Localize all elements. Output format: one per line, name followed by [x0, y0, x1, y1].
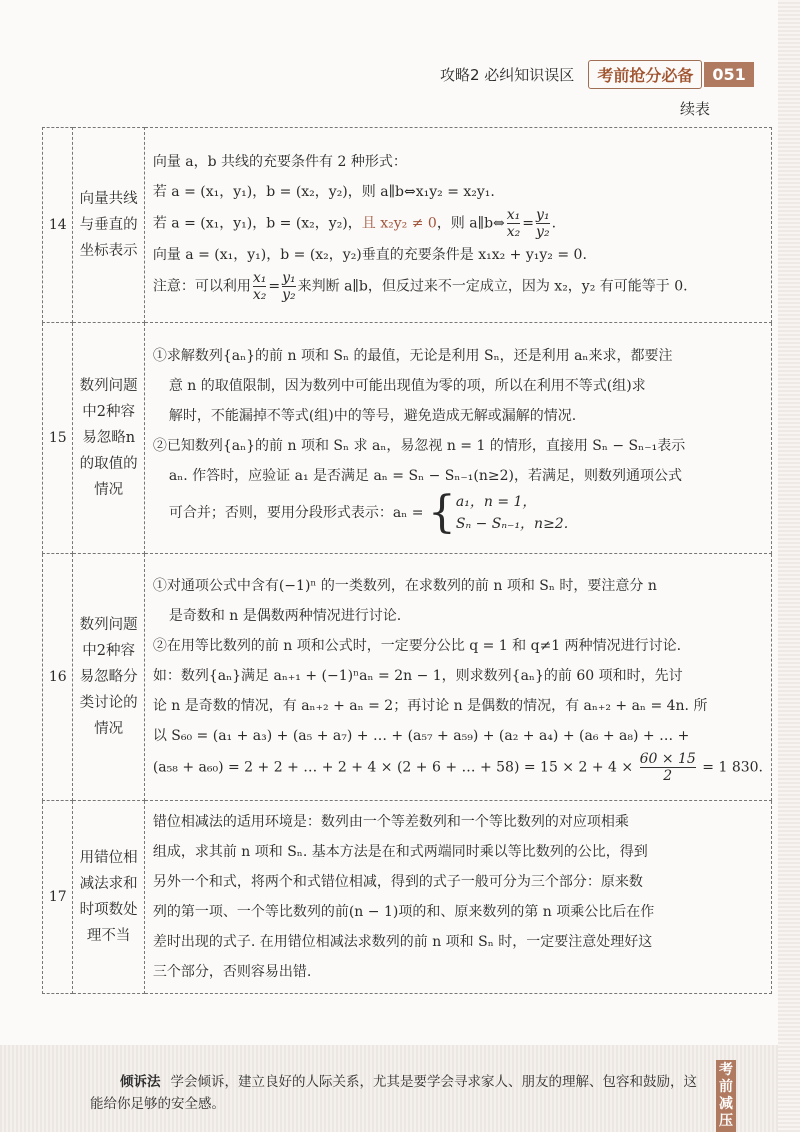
content-line — [153, 601, 763, 631]
denominator: x₂ — [506, 224, 521, 240]
row-content — [144, 801, 771, 994]
fraction — [507, 207, 521, 240]
content-line — [153, 461, 763, 491]
denominator: y₂ — [282, 287, 296, 303]
numerator: 60 × 15 — [639, 750, 696, 767]
text-run: 若 a = (x₁，y₁)，b = (x₂，y₂)，则 a∥b⇔x₁y₂ = x₂y₁. — [152, 184, 495, 200]
footer-title: 倾诉法 — [120, 1074, 161, 1090]
content-line — [153, 341, 763, 371]
content-line — [153, 721, 763, 751]
content-line — [153, 571, 763, 601]
text-run: 若 a = (x₁，y₁)，b = (x₂，y₂)， — [152, 215, 362, 232]
row-number: 15 — [43, 323, 73, 554]
content-line — [153, 807, 763, 837]
row-content — [144, 323, 771, 554]
text-run: ①对通项公式中含有(−1)ⁿ 的一类数列，在求数列的前 n 项和 Sₙ 时，要注意分 n — [152, 577, 657, 594]
row-topic: 数列问题中2种容易忽略分类讨论的情况 — [73, 554, 144, 801]
text-run: 是奇数和 n 是偶数两种情况进行讨论. — [168, 607, 402, 624]
footer-tip — [0, 1045, 778, 1132]
text-run: 注意：可以利用 — [152, 278, 251, 295]
table-row — [43, 801, 772, 994]
content-line — [153, 691, 763, 721]
content-line — [153, 927, 763, 957]
text-run: 解时，不能漏掉不等式(组)中的等号，避免造成无解或漏解的情况. — [168, 408, 577, 424]
row-topic: 数列问题中2种容易忽略n的取值的情况 — [73, 323, 144, 554]
text-run: 论 n 是奇数的情况，有 aₙ₊₂ + aₙ = 2；再讨论 n 是偶数的情况，有 aₙ₊₂ + aₙ = 4n. 所 — [152, 697, 708, 714]
denominator: y₂ — [536, 224, 550, 240]
text-run: 可合并；否则，要用分段形式表示：aₙ = — [168, 505, 428, 521]
row-number: 16 — [43, 554, 73, 801]
content-line — [153, 401, 763, 431]
header-box-title: 考前抢分必备 — [588, 60, 702, 89]
footer-text: 学会倾诉，建立良好的人际关系，尤其是要学会寻求家人、朋友的理解、包容和鼓励，这能给你足够的安全感。 — [90, 1074, 697, 1112]
text-run: 以 S₆₀ = (a₁ + a₃) + (a₅ + a₇) + … + (a₅₇ + a₅₉) + (a₂ + a₄) + (a₆ + a₈) + … + — [152, 727, 690, 744]
piece-1: a₁，n = 1， — [455, 494, 537, 510]
footer-paragraph — [90, 1071, 710, 1115]
numerator: x₁ — [252, 270, 267, 286]
text-run: = — [522, 215, 535, 232]
text-run: 差时出现的式子. 在用错位相减法求数列的前 n 项和 Sₙ 时，一定要注意处理好这 — [152, 934, 653, 950]
text-run: 列的第一项、一个等比数列的前(n − 1)项的和、原来数列的第 n 项乘公比后在作 — [152, 904, 655, 920]
text-run: ①求解数列{aₙ}的前 n 项和 Sₙ 的最值，无论是利用 Sₙ，还是利用 aₙ来求，都要注 — [152, 348, 673, 364]
content-line — [153, 270, 763, 303]
denominator: x₂ — [252, 287, 267, 303]
content-line — [153, 631, 763, 661]
section-title: 攻略2 必纠知识误区 — [440, 66, 575, 84]
text-run: 意 n 的取值限制，因为数列中可能出现值为零的项，所以在利用不等式(组)求 — [168, 378, 646, 394]
content-line — [153, 371, 763, 401]
page-number: 051 — [704, 62, 753, 87]
text-run: 三个部分，否则容易出错. — [152, 964, 312, 980]
text-run: ，则 a∥b⇔ — [436, 215, 505, 232]
table-row — [43, 554, 772, 801]
content-line — [153, 147, 763, 177]
content-line — [153, 867, 763, 897]
content-line — [153, 487, 763, 538]
text-run: = 1 830. — [697, 759, 763, 775]
text-run: aₙ. 作答时，应验证 a₁ 是否满足 aₙ = Sₙ − Sₙ₋₁(n≥2)，若满足，则数列通项公式 — [168, 468, 682, 484]
content-line — [153, 240, 763, 270]
piece-2: Sₙ − Sₙ₋₁，n≥2. — [455, 516, 569, 532]
content-line — [153, 751, 763, 784]
text-run: 另外一个和式，将两个和式错位相减，得到的式子一般可分为三个部分：原来数 — [152, 874, 643, 890]
row-topic: 向量共线与垂直的坐标表示 — [73, 128, 144, 323]
denominator: 2 — [663, 767, 673, 784]
content-line — [153, 897, 763, 927]
row-content — [144, 128, 771, 323]
fraction — [536, 207, 550, 240]
side-tab: 考前减压 — [716, 1060, 736, 1132]
fraction — [253, 270, 267, 303]
piecewise: { a₁，n = 1， Sₙ − Sₙ₋₁，n≥2. — [427, 487, 569, 538]
page-header — [440, 60, 754, 89]
table-row — [43, 323, 772, 554]
table-row — [43, 128, 772, 323]
error-table — [42, 127, 772, 994]
content-line — [153, 837, 763, 867]
numerator: y₁ — [282, 270, 296, 286]
text-run: (a₅₈ + a₆₀) = 2 + 2 + … + 2 + 4 × (2 + 6 + … + 58) = 15 × 2 + 4 × — [152, 759, 638, 775]
content-line — [153, 207, 763, 240]
text-run: 组成，求其前 n 项和 Sₙ. 基本方法是在和式两端同时乘以等比数列的公比，得到 — [152, 844, 648, 860]
text-run: . — [551, 215, 557, 232]
text-run: ②在用等比数列的前 n 项和公式时，一定要分公比 q = 1 和 q≠1 两种情况进行讨论. — [152, 637, 682, 654]
text-run: = — [268, 278, 281, 295]
page-edge — [778, 0, 800, 1132]
row-content — [144, 554, 771, 801]
text-run: 向量 a，b 共线的充要条件有 2 种形式： — [152, 154, 407, 170]
text-run: 且 x₂y₂ ≠ 0 — [361, 215, 437, 232]
row-number: 14 — [43, 128, 73, 323]
fraction — [640, 751, 696, 784]
text-run: 来判断 a∥b，但反过来不一定成立，因为 x₂，y₂ 有可能等于 0. — [297, 278, 688, 295]
continued-label: 续表 — [680, 100, 711, 118]
text-run: 如：数列{aₙ}满足 aₙ₊₁ + (−1)ⁿaₙ = 2n − 1，则求数列{aₙ}的前 60 项和时，先讨 — [152, 667, 683, 684]
text-run: 向量 a = (x₁，y₁)，b = (x₂，y₂)垂直的充要条件是 x₁x₂ + y₁y₂ = 0. — [152, 247, 587, 263]
numerator: x₁ — [506, 207, 521, 223]
content-line — [153, 661, 763, 691]
content-line — [153, 177, 763, 207]
numerator: y₁ — [536, 207, 550, 223]
content-line — [153, 957, 763, 987]
content-line — [153, 431, 763, 461]
text-run: ②已知数列{aₙ}的前 n 项和 Sₙ 求 aₙ，易忽视 n = 1 的情形，直接用 Sₙ − Sₙ₋₁表示 — [152, 438, 686, 454]
fraction — [282, 270, 296, 303]
row-number: 17 — [43, 801, 73, 994]
row-topic: 用错位相减法求和时项数处理不当 — [73, 801, 144, 994]
text-run: 错位相减法的适用环境是：数列由一个等差数列和一个等比数列的对应项相乘 — [152, 814, 629, 830]
